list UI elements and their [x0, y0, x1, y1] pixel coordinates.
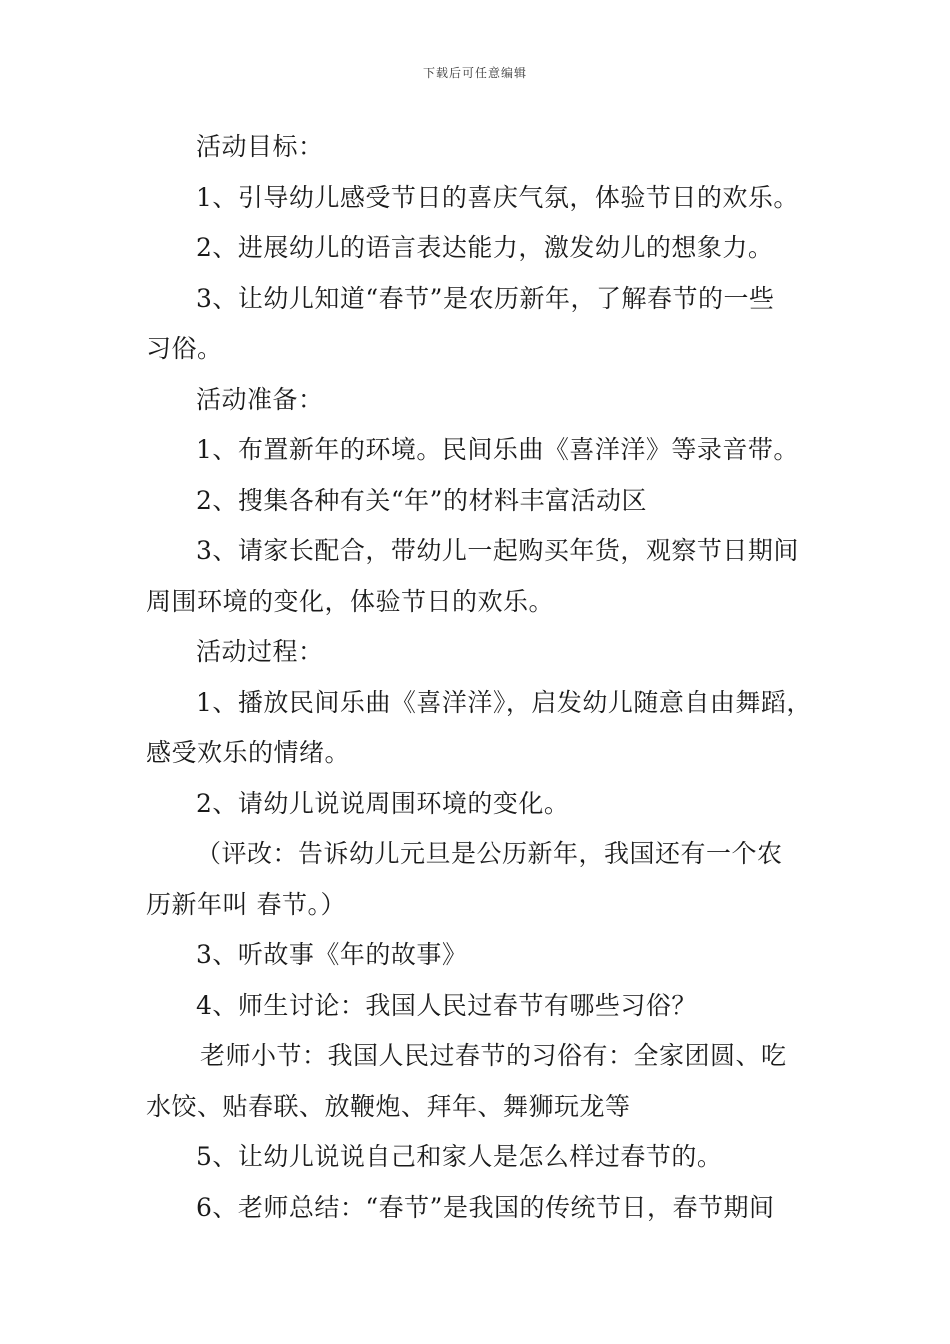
paragraph: 3、让幼儿知道“春节”是农历新年，了解春节的一些 — [196, 283, 775, 313]
paragraph: 5、让幼儿说说自己和家人是怎么样过春节的。 — [196, 1142, 723, 1171]
paragraph: 2、搜集各种有关“年”的材料丰富活动区 — [196, 485, 647, 515]
paragraph: （评改：告诉幼儿元旦是公历新年，我国还有一个农 — [196, 839, 783, 868]
paragraph: 老师小节：我国人民过春节的习俗有：全家团圆、吃 — [200, 1041, 787, 1070]
paragraph: 3、听故事《年的故事》 — [196, 940, 468, 969]
section-heading-goals: 活动目标： — [196, 132, 324, 161]
paragraph: 6、老师总结：“春节”是我国的传统节日，春节期间 — [196, 1192, 775, 1222]
paragraph-continuation: 习俗。 — [146, 334, 223, 363]
section-heading-preparation: 活动准备： — [196, 384, 324, 414]
paragraph: 1、布置新年的环境。民间乐曲《喜洋洋》等录音带。 — [196, 435, 799, 464]
paragraph: 3、请家长配合，带幼儿一起购买年货，观察节日期间 — [196, 536, 799, 565]
paragraph: 1、播放民间乐曲《喜洋洋》，启发幼儿随意自由舞蹈， — [196, 687, 812, 717]
paragraph-continuation: 水饺、贴春联、放鞭炮、拜年、舞狮玩龙等 — [146, 1091, 631, 1121]
section-heading-process: 活动过程： — [196, 637, 324, 666]
page-header: 下载后可任意编辑 — [422, 66, 527, 80]
document-body — [146, 122, 816, 1233]
paragraph: 2、进展幼儿的语言表达能力，激发幼儿的想象力。 — [196, 233, 774, 262]
paragraph: 2、请幼儿说说周围环境的变化。 — [196, 788, 570, 818]
paragraph: 1、引导幼儿感受节日的喜庆气氛，体验节日的欢乐。 — [196, 182, 799, 212]
paragraph-continuation: 历新年叫 春节。） — [146, 889, 346, 919]
paragraph: 4、师生讨论：我国人民过春节有哪些习俗？ — [196, 990, 697, 1020]
paragraph-continuation: 感受欢乐的情绪。 — [146, 738, 351, 767]
paragraph-continuation: 周围环境的变化，体验节日的欢乐。 — [146, 586, 555, 616]
